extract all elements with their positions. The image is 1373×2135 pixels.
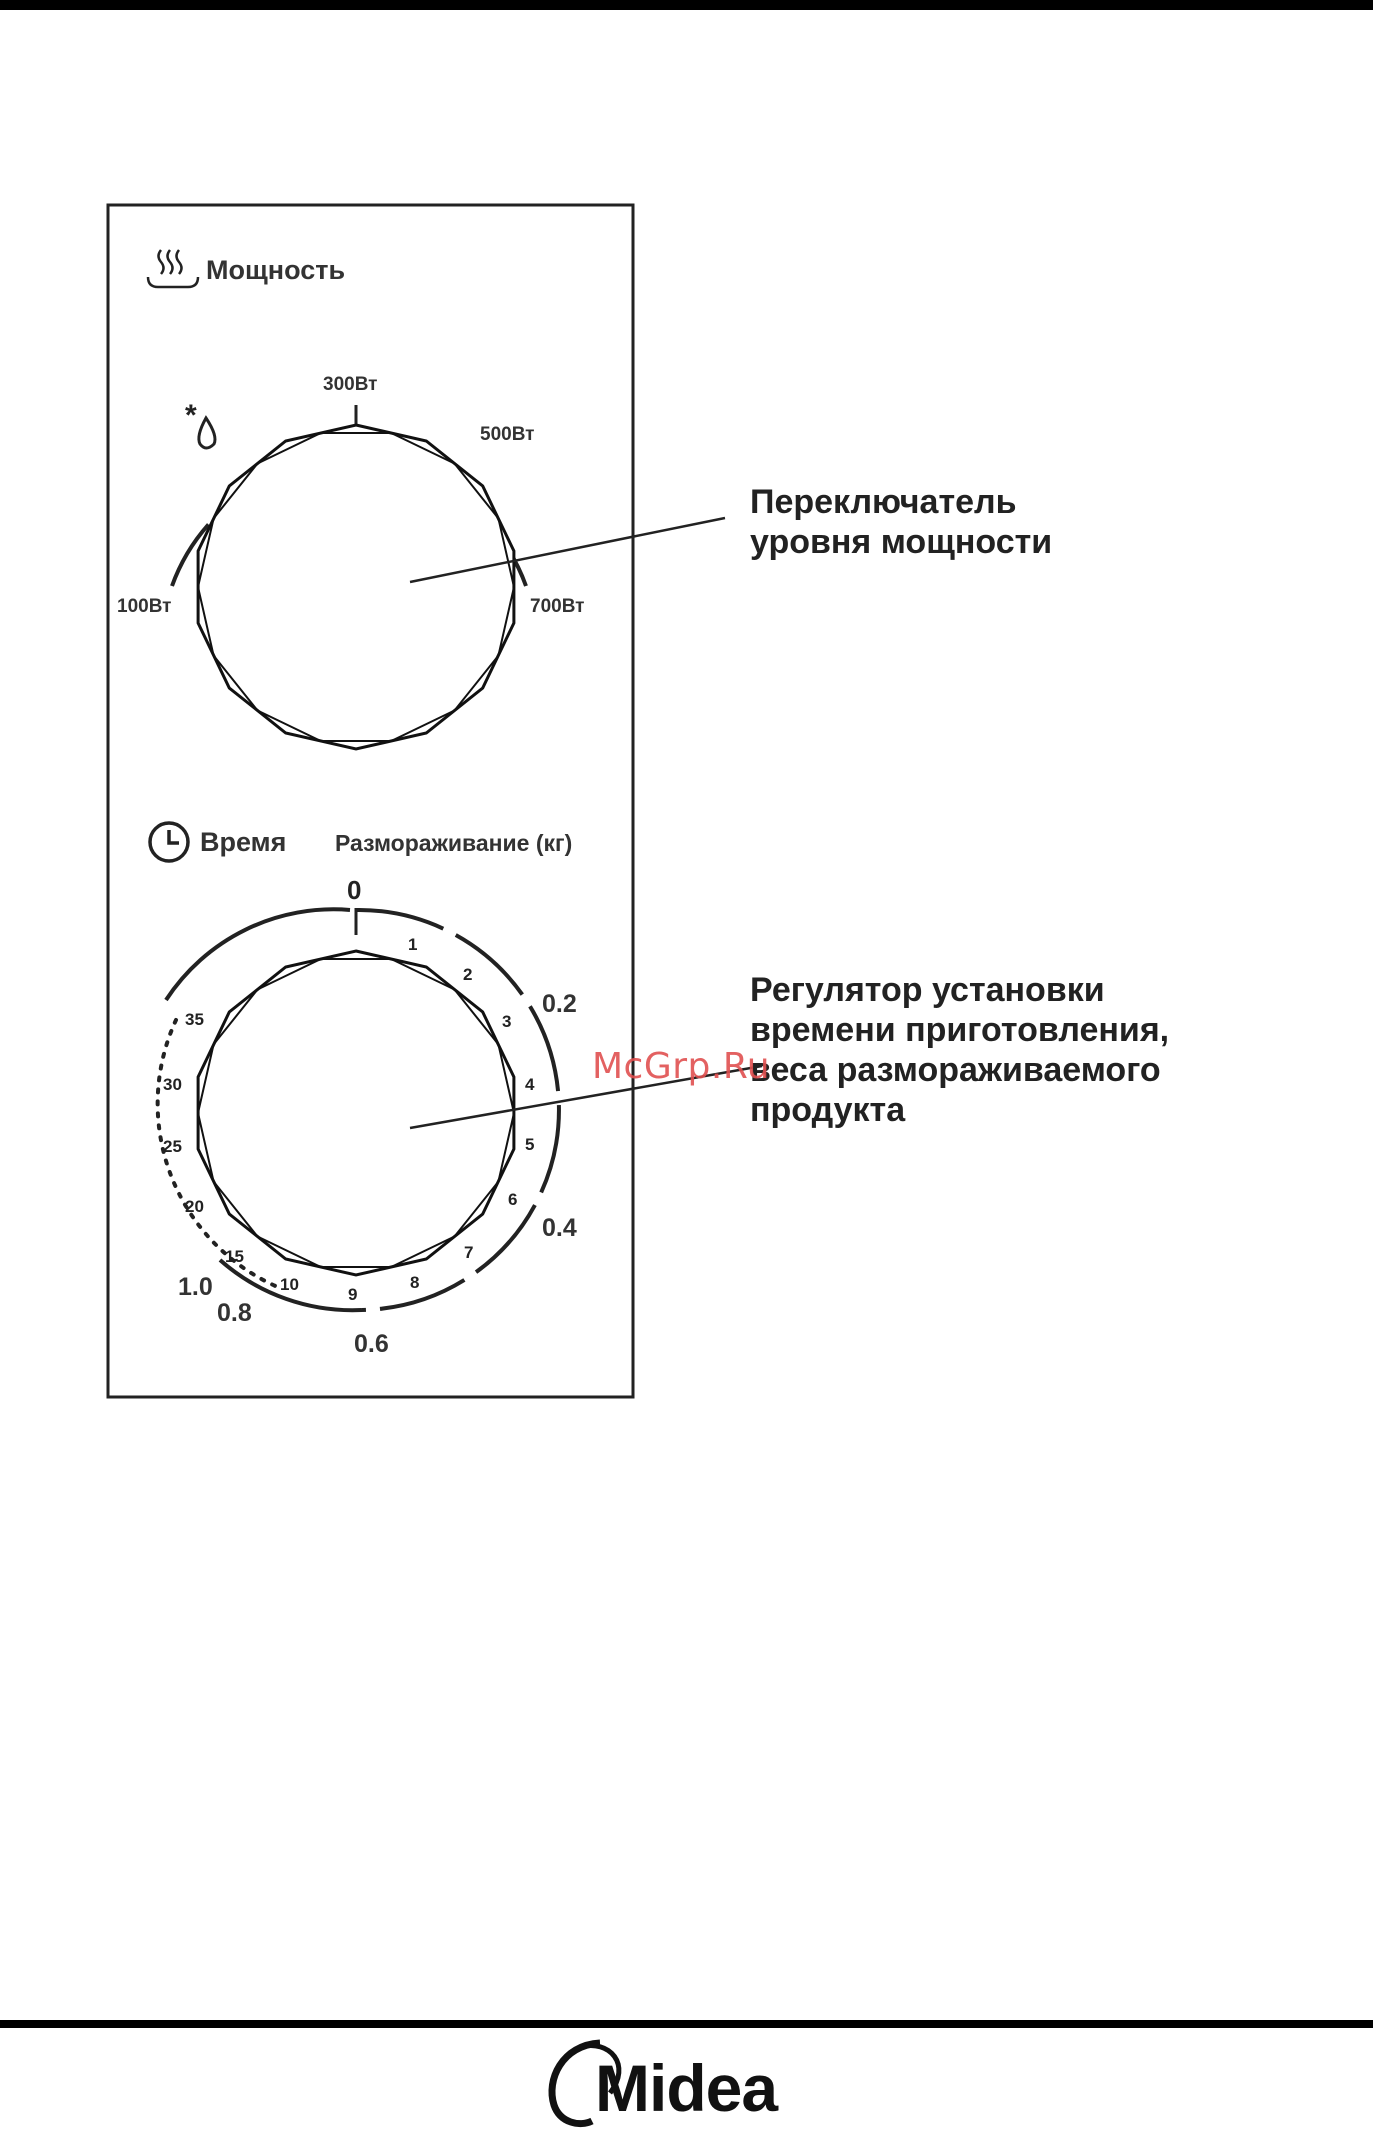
- weight-0-4: 0.4: [542, 1214, 577, 1242]
- minute-15: 15: [225, 1247, 244, 1266]
- minute-35: 35: [185, 1010, 204, 1029]
- bottom-rule: [0, 2020, 1373, 2028]
- minute-1: 1: [408, 935, 418, 954]
- minute-3: 3: [502, 1012, 512, 1031]
- power-label-300: 300Вт: [323, 374, 378, 395]
- minute-4: 4: [525, 1075, 535, 1094]
- minute-8: 8: [410, 1273, 420, 1292]
- minute-6: 6: [508, 1190, 518, 1209]
- weight-0-2: 0.2: [542, 990, 577, 1018]
- minute-20: 20: [185, 1197, 204, 1216]
- clock-icon: [150, 823, 188, 861]
- power-knob[interactable]: [198, 425, 514, 749]
- power-switch-callout: [750, 482, 1052, 562]
- water-drop-icon: [199, 418, 215, 448]
- watermark: McGrp.Ru: [592, 1046, 771, 1087]
- callout-line: уровня мощности: [750, 523, 1053, 561]
- weight-1-0: 1.0: [178, 1273, 213, 1301]
- callout-line: Регулятор установки: [750, 971, 1105, 1009]
- timer-knob-callout: [750, 970, 1169, 1130]
- brand-name: Midea: [595, 2051, 778, 2125]
- power-label-100: 100Вт: [117, 596, 172, 617]
- power-label-700: 700Вт: [530, 596, 585, 617]
- power-label-500: 500Вт: [480, 424, 535, 445]
- timer-zero: 0: [347, 875, 362, 905]
- defrost-title: Размораживание (кг): [335, 830, 573, 856]
- minute-30: 30: [163, 1075, 182, 1094]
- callout-line: продукта: [750, 1091, 906, 1129]
- weight-0-6: 0.6: [354, 1330, 389, 1358]
- callout-line: веса размораживаемого: [750, 1051, 1161, 1089]
- callout-line: Переключатель: [750, 483, 1017, 521]
- minute-25: 25: [163, 1137, 182, 1156]
- callout-line: времени приготовления,: [750, 1011, 1170, 1049]
- heat-waves-icon: [148, 250, 198, 287]
- time-title: Время: [200, 827, 287, 857]
- power-title: Мощность: [206, 255, 346, 285]
- weight-0-8: 0.8: [217, 1299, 252, 1327]
- minute-7: 7: [464, 1243, 474, 1262]
- minute-9: 9: [348, 1285, 358, 1304]
- minute-2: 2: [463, 965, 473, 984]
- timer-knob[interactable]: [198, 951, 514, 1275]
- minute-5: 5: [525, 1135, 535, 1154]
- minute-10: 10: [280, 1275, 299, 1294]
- defrost-star: *: [185, 399, 197, 432]
